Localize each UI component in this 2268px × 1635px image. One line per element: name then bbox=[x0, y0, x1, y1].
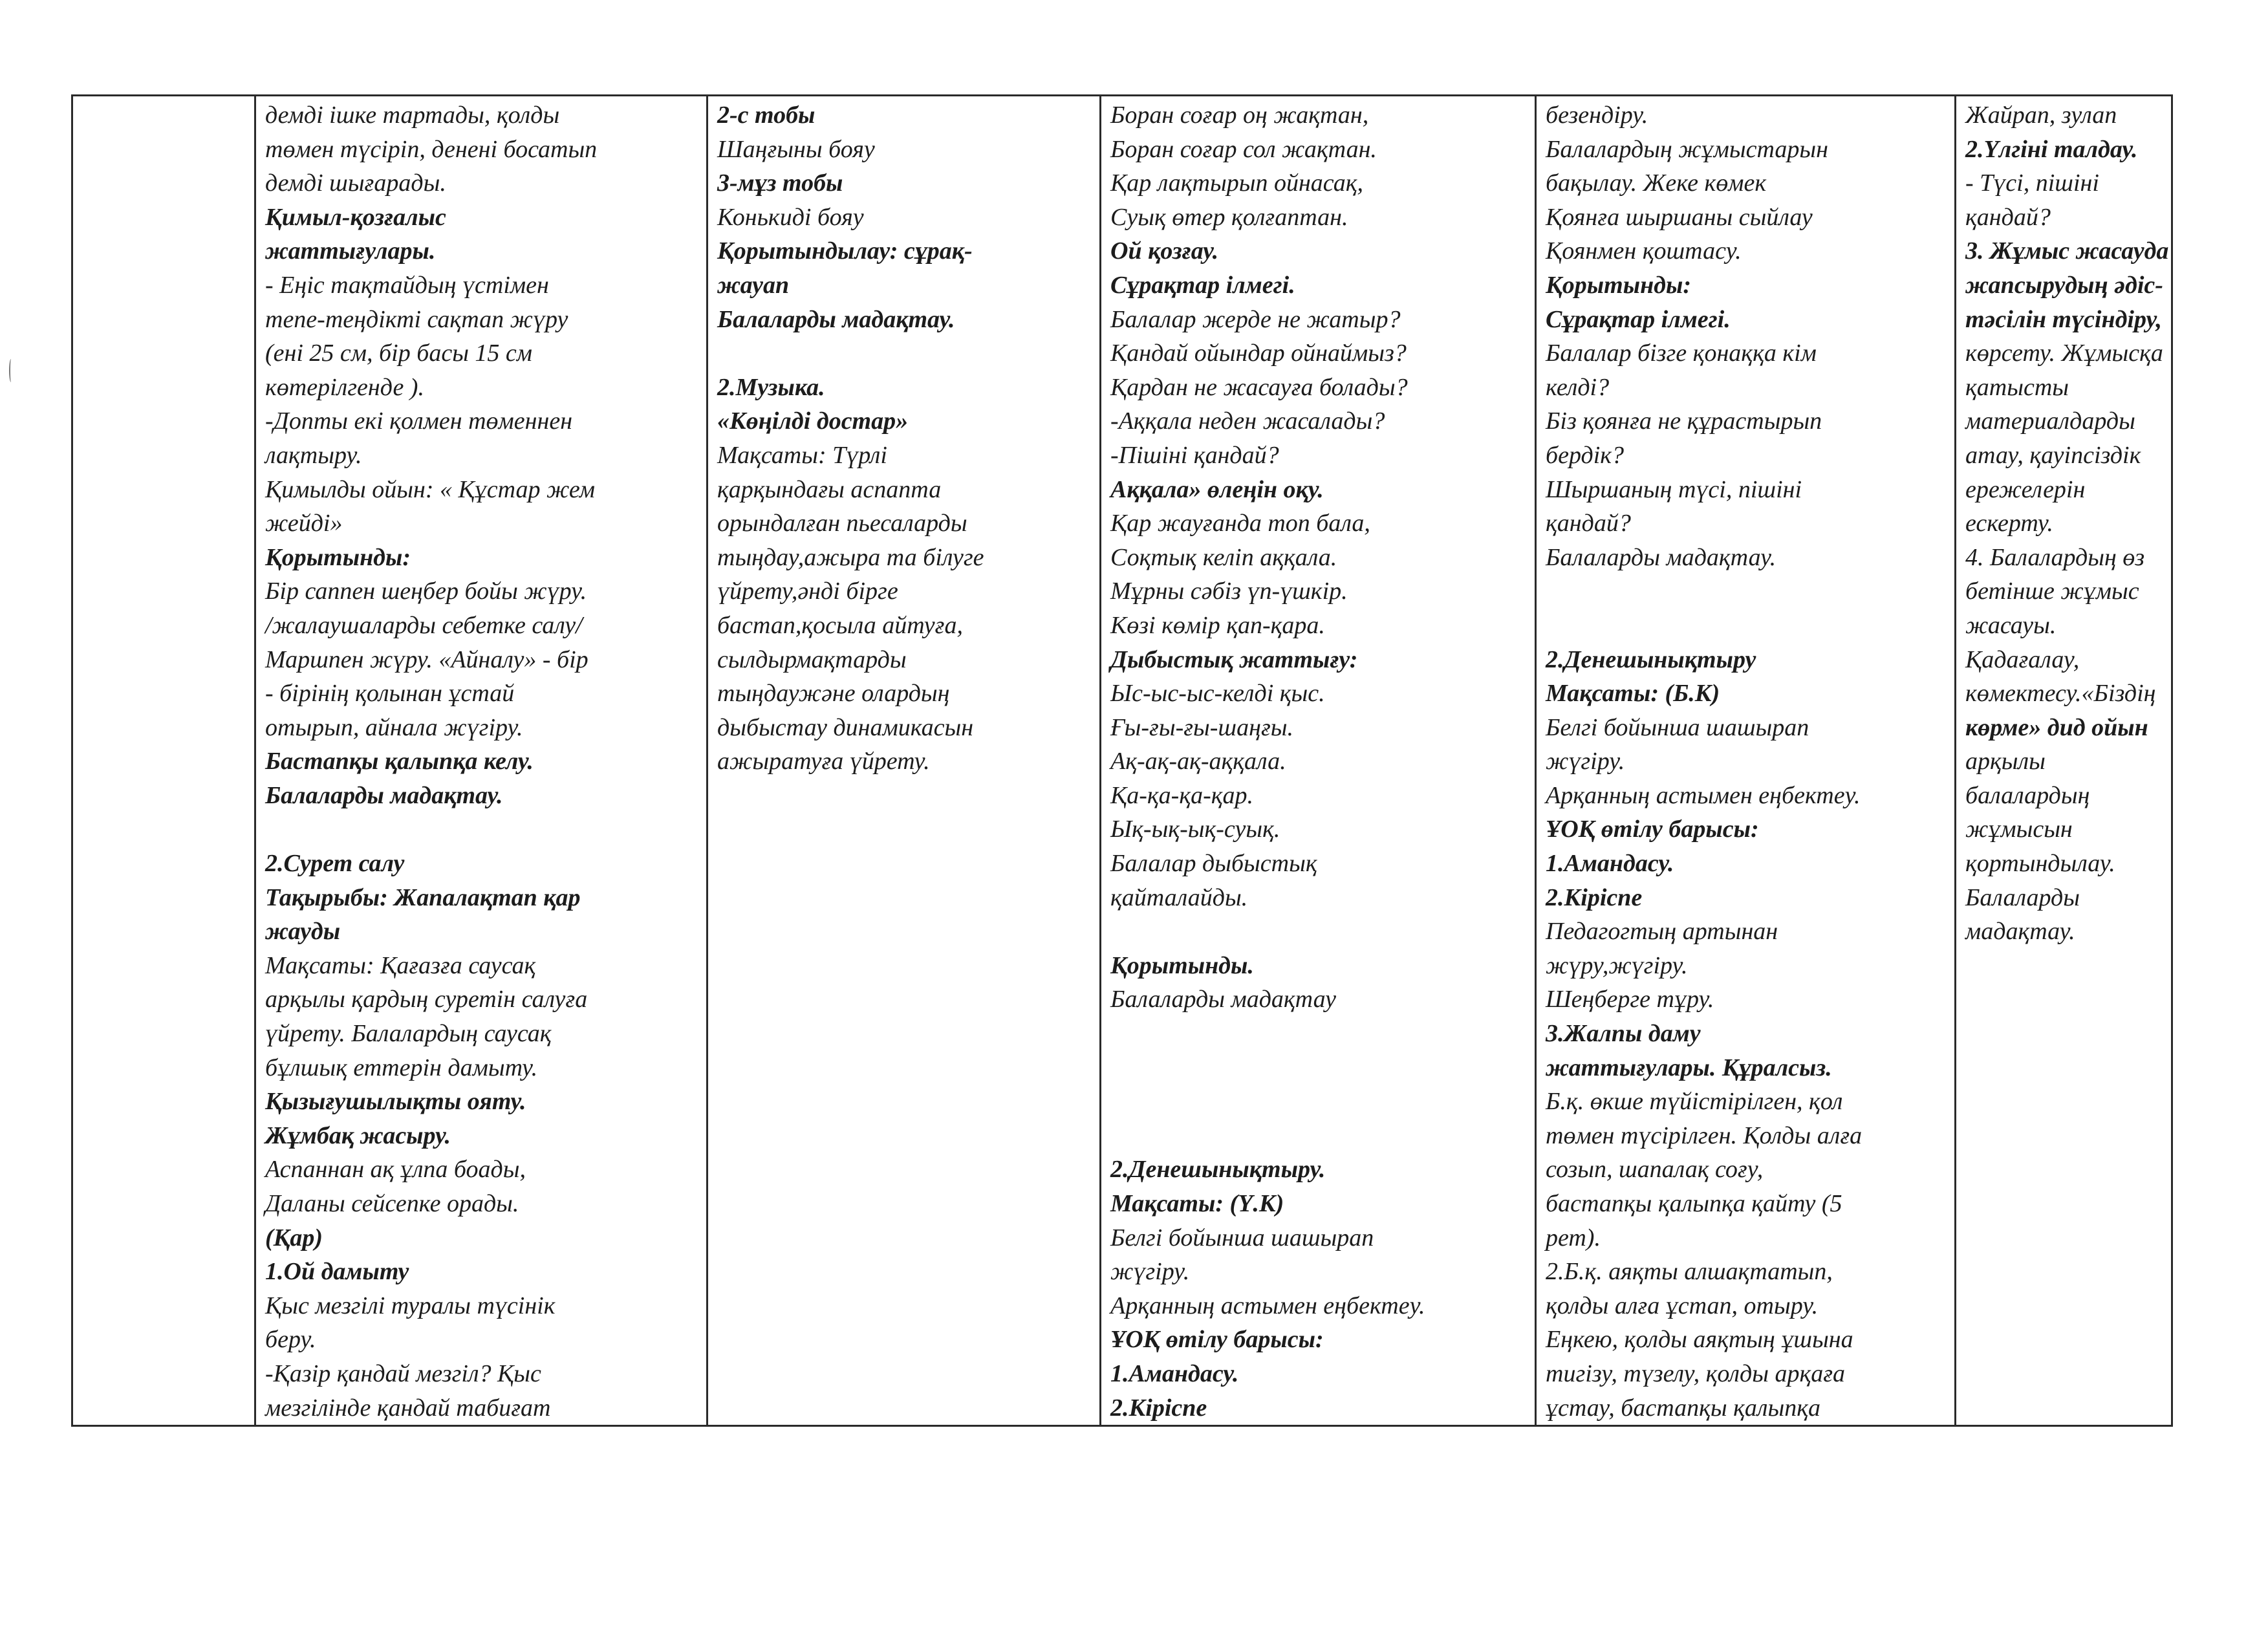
text-line: қатысты bbox=[1965, 373, 2069, 401]
text-line: 2-с тобы bbox=[717, 102, 815, 129]
text-line: Маршпен жүру. «Айналу» - бір bbox=[265, 645, 589, 673]
text-line: материалдарды bbox=[1965, 407, 2135, 435]
column-2 bbox=[708, 94, 1099, 1424]
text-line: Балаларды мадақтау. bbox=[1546, 543, 1777, 571]
text-line: 2.Музыка. bbox=[717, 373, 825, 401]
text-line: көтерілгенде ). bbox=[265, 373, 424, 401]
text-line: Бастапқы қалыпқа келу. bbox=[265, 748, 534, 775]
text-line: бердік? bbox=[1546, 441, 1625, 469]
text-line: ҰОҚ өтілу барысы: bbox=[1546, 816, 1759, 843]
text-line: Қорытынды: bbox=[1546, 271, 1692, 299]
text-line: бақылау. Жеке көмек bbox=[1546, 169, 1767, 197]
text-line: Арқанның астымен еңбектеу. bbox=[1546, 781, 1861, 809]
text-line: қандай? bbox=[1546, 510, 1631, 537]
text-line: демді шығарады. bbox=[265, 169, 446, 197]
text-line: жаттығулары. Құралсыз. bbox=[1546, 1054, 1832, 1081]
text-line: Бір саппен шеңбер бойы жүру. bbox=[265, 578, 587, 605]
text-line: үйрету. Балалардың саусақ bbox=[265, 1020, 552, 1048]
text-line: тепе-теңдікті сақтап жүру bbox=[265, 305, 568, 333]
text-line: - Түсі, пішіні bbox=[1965, 169, 2099, 197]
text-line: ережелерін bbox=[1965, 475, 2086, 503]
text-line: Даланы сейсепке орады. bbox=[265, 1190, 519, 1217]
column-1 bbox=[256, 94, 706, 1424]
text-line: Аспаннан ақ ұлпа боады, bbox=[265, 1156, 526, 1184]
text-line: Қар жауғанда топ бала, bbox=[1110, 510, 1370, 537]
text-line bbox=[1110, 1085, 1526, 1119]
text-line: 2.Кіріспе bbox=[1546, 883, 1643, 911]
text-line: отырып, айнала жүгіру. bbox=[265, 713, 523, 741]
text-line: Шыршаның түсі, пішіні bbox=[1546, 475, 1802, 503]
text-line: 2.Кіріспе bbox=[1110, 1394, 1207, 1422]
text-line: ұстау, бастапқы қалыпқа bbox=[1546, 1394, 1820, 1422]
text-line: ҰОҚ өтілу барысы: bbox=[1110, 1326, 1324, 1354]
text-line: көрме» дид ойын bbox=[1965, 713, 2148, 741]
text-line: Мақсаты: (Ү.К) bbox=[1110, 1190, 1284, 1217]
text-line: балалардың bbox=[1965, 781, 2090, 809]
text-line: төмен түсірілген. Қолды алға bbox=[1546, 1121, 1863, 1149]
text-line: Тақырыбы: Жапалақтап қар bbox=[265, 883, 581, 911]
text-line: қарқындағы аспапта bbox=[717, 475, 942, 503]
text-line: қолды алға ұстап, отыру. bbox=[1546, 1292, 1819, 1319]
text-line: қайталайды. bbox=[1110, 883, 1248, 911]
text-line: Қандай ойындар ойнаймыз? bbox=[1110, 340, 1407, 367]
text-line: -Қазір қандай мезгіл? Қыс bbox=[265, 1359, 541, 1387]
text-line: Соқтық келіп аққала. bbox=[1110, 543, 1337, 571]
text-line: -Аққала неден жасалады? bbox=[1110, 407, 1385, 435]
text-line: Балаларды bbox=[1965, 883, 2080, 911]
text-line: бетінше жұмыс bbox=[1965, 578, 2139, 605]
text-line bbox=[1110, 1017, 1526, 1051]
text-line: Мақсаты: (Б.К) bbox=[1546, 680, 1720, 708]
text-line: дыбыстау динамикасын bbox=[717, 713, 974, 741]
text-line: жүгіру. bbox=[1110, 1258, 1190, 1286]
text-line: 2.Сурет салу bbox=[265, 850, 405, 878]
text-line: демді ішке тартады, қолды bbox=[265, 102, 560, 129]
text-line: жүгіру. bbox=[1546, 748, 1625, 775]
text-line: Конькиді бояу bbox=[717, 203, 864, 231]
text-line: жауап bbox=[717, 271, 790, 299]
text-line: лақтыру. bbox=[265, 441, 362, 469]
text-line: Қызығушылықты ояту. bbox=[265, 1088, 526, 1116]
text-line bbox=[1110, 1051, 1526, 1085]
text-line: Қимыл-қозғалыс bbox=[265, 203, 446, 231]
text-line bbox=[1110, 915, 1526, 949]
text-line bbox=[1110, 1119, 1526, 1153]
text-line: бұлшық еттерін дамыту. bbox=[265, 1054, 538, 1081]
text-line: үйрету,әнді бірге bbox=[717, 578, 898, 605]
text-line: 3-мұз тобы bbox=[717, 169, 843, 197]
text-line: жұмысын bbox=[1965, 816, 2073, 843]
text-line: Ғы-ғы-ғы-шаңғы. bbox=[1110, 713, 1294, 741]
text-line: Б.қ. өкше түйістірілген, қол bbox=[1546, 1088, 1843, 1116]
text-line bbox=[1546, 609, 1945, 643]
text-line: мезгілінде қандай табиғат bbox=[265, 1394, 551, 1422]
text-line: -Допты екі қолмен төменнен bbox=[265, 407, 573, 435]
text-line bbox=[1546, 574, 1945, 609]
text-line: Қимылды ойын: « Құстар жем bbox=[265, 475, 596, 503]
text-line: 4. Балалардың өз bbox=[1965, 543, 2145, 571]
text-line: созып, шапалақ соғу, bbox=[1546, 1156, 1764, 1184]
column-3 bbox=[1101, 94, 1535, 1424]
text-line: - бірінің қолынан ұстай bbox=[265, 680, 515, 708]
text-line: ескерту. bbox=[1965, 510, 2053, 537]
text-line: Педагогтың артынан bbox=[1546, 918, 1778, 946]
text-line: Жайрап, зулап bbox=[1965, 102, 2117, 129]
text-line: Қорытынды: bbox=[265, 543, 411, 571]
text-line: Мақсаты: Түрлі bbox=[717, 441, 887, 469]
text-line: 2.Денешынықтыру bbox=[1546, 645, 1756, 673]
text-line: Шаңғыны бояу bbox=[717, 135, 875, 163]
text-line: Белгі бойынша шашырап bbox=[1546, 713, 1809, 741]
text-line: Дыбыстық жаттығу: bbox=[1110, 645, 1358, 673]
text-line: 3.Жалпы даму bbox=[1546, 1020, 1701, 1048]
text-line: Боран соғар сол жақтан. bbox=[1110, 135, 1377, 163]
text-line: 2.Үлгіні талдау. bbox=[1965, 135, 2138, 163]
text-line: Мұрны сәбіз үп-үшкір. bbox=[1110, 578, 1348, 605]
text-line: безендіру. bbox=[1546, 102, 1648, 129]
text-line: Қорытынды. bbox=[1110, 951, 1254, 979]
text-line: 3. Жұмыс жасауда bbox=[1965, 237, 2169, 265]
text-line: /жалаушаларды себетке салу/ bbox=[265, 611, 583, 639]
text-line: арқылы bbox=[1965, 748, 2046, 775]
text-line: Жұмбақ жасыру. bbox=[265, 1121, 451, 1149]
text-line: атау, қауіпсіздік bbox=[1965, 441, 2141, 469]
text-line: Шеңберге тұру. bbox=[1546, 986, 1714, 1013]
text-line: Боран соғар оң жақтан, bbox=[1110, 102, 1369, 129]
text-line: тәсілін түсіндіру, bbox=[1965, 305, 2162, 333]
text-line: -Пішіні қандай? bbox=[1110, 441, 1279, 469]
text-line: 1.Ой дамыту bbox=[265, 1258, 409, 1286]
text-line bbox=[265, 812, 697, 847]
text-line: Суық өтер қолғаптан. bbox=[1110, 203, 1348, 231]
text-line: (ені 25 см, бір басы 15 см bbox=[265, 340, 533, 367]
text-line: тигізу, түзелу, қолды арқаға bbox=[1546, 1359, 1846, 1387]
text-line: жасауы. bbox=[1965, 611, 2057, 639]
text-line: Қыс мезгілі туралы түсінік bbox=[265, 1292, 556, 1319]
text-line: Сұрақтар ілмегі. bbox=[1546, 305, 1731, 333]
text-line: Сұрақтар ілмегі. bbox=[1110, 271, 1295, 299]
text-line: Балалар дыбыстық bbox=[1110, 850, 1317, 878]
text-line: Ақ-ақ-ақ-аққала. bbox=[1110, 748, 1286, 775]
text-line: Қоянмен қоштасу. bbox=[1546, 237, 1742, 265]
text-line: Балалар бізге қонаққа кім bbox=[1546, 340, 1817, 367]
text-line: Белгі бойынша шашырап bbox=[1110, 1224, 1374, 1251]
text-line: Еңкею, қолды аяқтың ұшына bbox=[1546, 1326, 1853, 1354]
text-line: жауды bbox=[265, 918, 341, 946]
text-line: 1.Амандасу. bbox=[1110, 1359, 1239, 1387]
text-line: көмектесу.«Біздің bbox=[1965, 680, 2156, 708]
text-line: мадақтау. bbox=[1965, 918, 2075, 946]
text-line: қандай? bbox=[1965, 203, 2051, 231]
text-line: қортындылау. bbox=[1965, 850, 2115, 878]
column-4 bbox=[1537, 94, 1954, 1424]
text-line bbox=[717, 336, 1090, 371]
text-line: Арқанның астымен еңбектеу. bbox=[1110, 1292, 1425, 1319]
text-line: Біз қоянға не құрастырып bbox=[1546, 407, 1822, 435]
text-line: - Еңіс тақтайдың үстімен bbox=[265, 271, 549, 299]
text-line: арқылы қардың суретін салуға bbox=[265, 986, 588, 1013]
text-line: көрсету. Жұмысқа bbox=[1965, 340, 2163, 367]
text-line: төмен түсіріп, денені босатып bbox=[265, 135, 598, 163]
text-line: келді? bbox=[1546, 373, 1610, 401]
text-line: жүру,жүгіру. bbox=[1546, 951, 1688, 979]
text-line: жапсырудың әдіс- bbox=[1965, 271, 2163, 299]
text-line: тыңдау,ажыра та білуге bbox=[717, 543, 984, 571]
text-line: Балалар жерде не жатыр? bbox=[1110, 305, 1401, 333]
text-line: сылдырмақтарды bbox=[717, 645, 907, 673]
text-line: рет). bbox=[1546, 1224, 1601, 1251]
text-line: Ыс-ыс-ыс-келді қыс. bbox=[1110, 680, 1325, 708]
text-line: Қоянға шыршаны сыйлау bbox=[1546, 203, 1813, 231]
text-line: Қардан не жасауға болады? bbox=[1110, 373, 1408, 401]
text-line: Ық-ық-ық-суық. bbox=[1110, 816, 1280, 843]
text-line: орындалған пьесаларды bbox=[717, 510, 967, 537]
text-line: Қадағалау, bbox=[1965, 645, 2080, 673]
text-line: бастап,қосыла айтуға, bbox=[717, 611, 963, 639]
text-line: Қорытындылау: сұрақ- bbox=[717, 237, 973, 265]
text-line: Балалардың жұмыстарын bbox=[1546, 135, 1828, 163]
text-line: (Қар) bbox=[265, 1224, 323, 1251]
text-line: Балаларды мадақтау. bbox=[265, 781, 503, 809]
text-line: беру. bbox=[265, 1326, 316, 1354]
text-line: тыңдаужәне олардың bbox=[717, 680, 950, 708]
text-line: Ой қозғау. bbox=[1110, 237, 1219, 265]
text-line: Қар лақтырып ойнасақ, bbox=[1110, 169, 1363, 197]
text-line: ажыратуға үйрету. bbox=[717, 748, 930, 775]
text-line: Көзі көмір қап-қара. bbox=[1110, 611, 1325, 639]
text-line: Қа-қа-қа-қар. bbox=[1110, 781, 1254, 809]
text-line: Аққала» өлеңін оқу. bbox=[1110, 475, 1324, 503]
text-line: 2.Б.қ. аяқты алшақтатып, bbox=[1546, 1258, 1833, 1286]
text-line: «Көңілді достар» bbox=[717, 407, 909, 435]
text-line: жаттығулары. bbox=[265, 237, 436, 265]
text-line: бастапқы қалыпқа қайту (5 bbox=[1546, 1190, 1842, 1217]
column-5 bbox=[1956, 94, 2170, 1424]
text-line: 2.Денешынықтыру. bbox=[1110, 1156, 1326, 1184]
text-line: жейді» bbox=[265, 510, 343, 537]
text-line: 1.Амандасу. bbox=[1546, 850, 1674, 878]
text-line: Балаларды мадақтау bbox=[1110, 986, 1336, 1013]
text-line: Мақсаты: Қағазға саусақ bbox=[265, 951, 536, 979]
scan-mark bbox=[9, 359, 13, 382]
text-line: Балаларды мадақтау. bbox=[717, 305, 955, 333]
